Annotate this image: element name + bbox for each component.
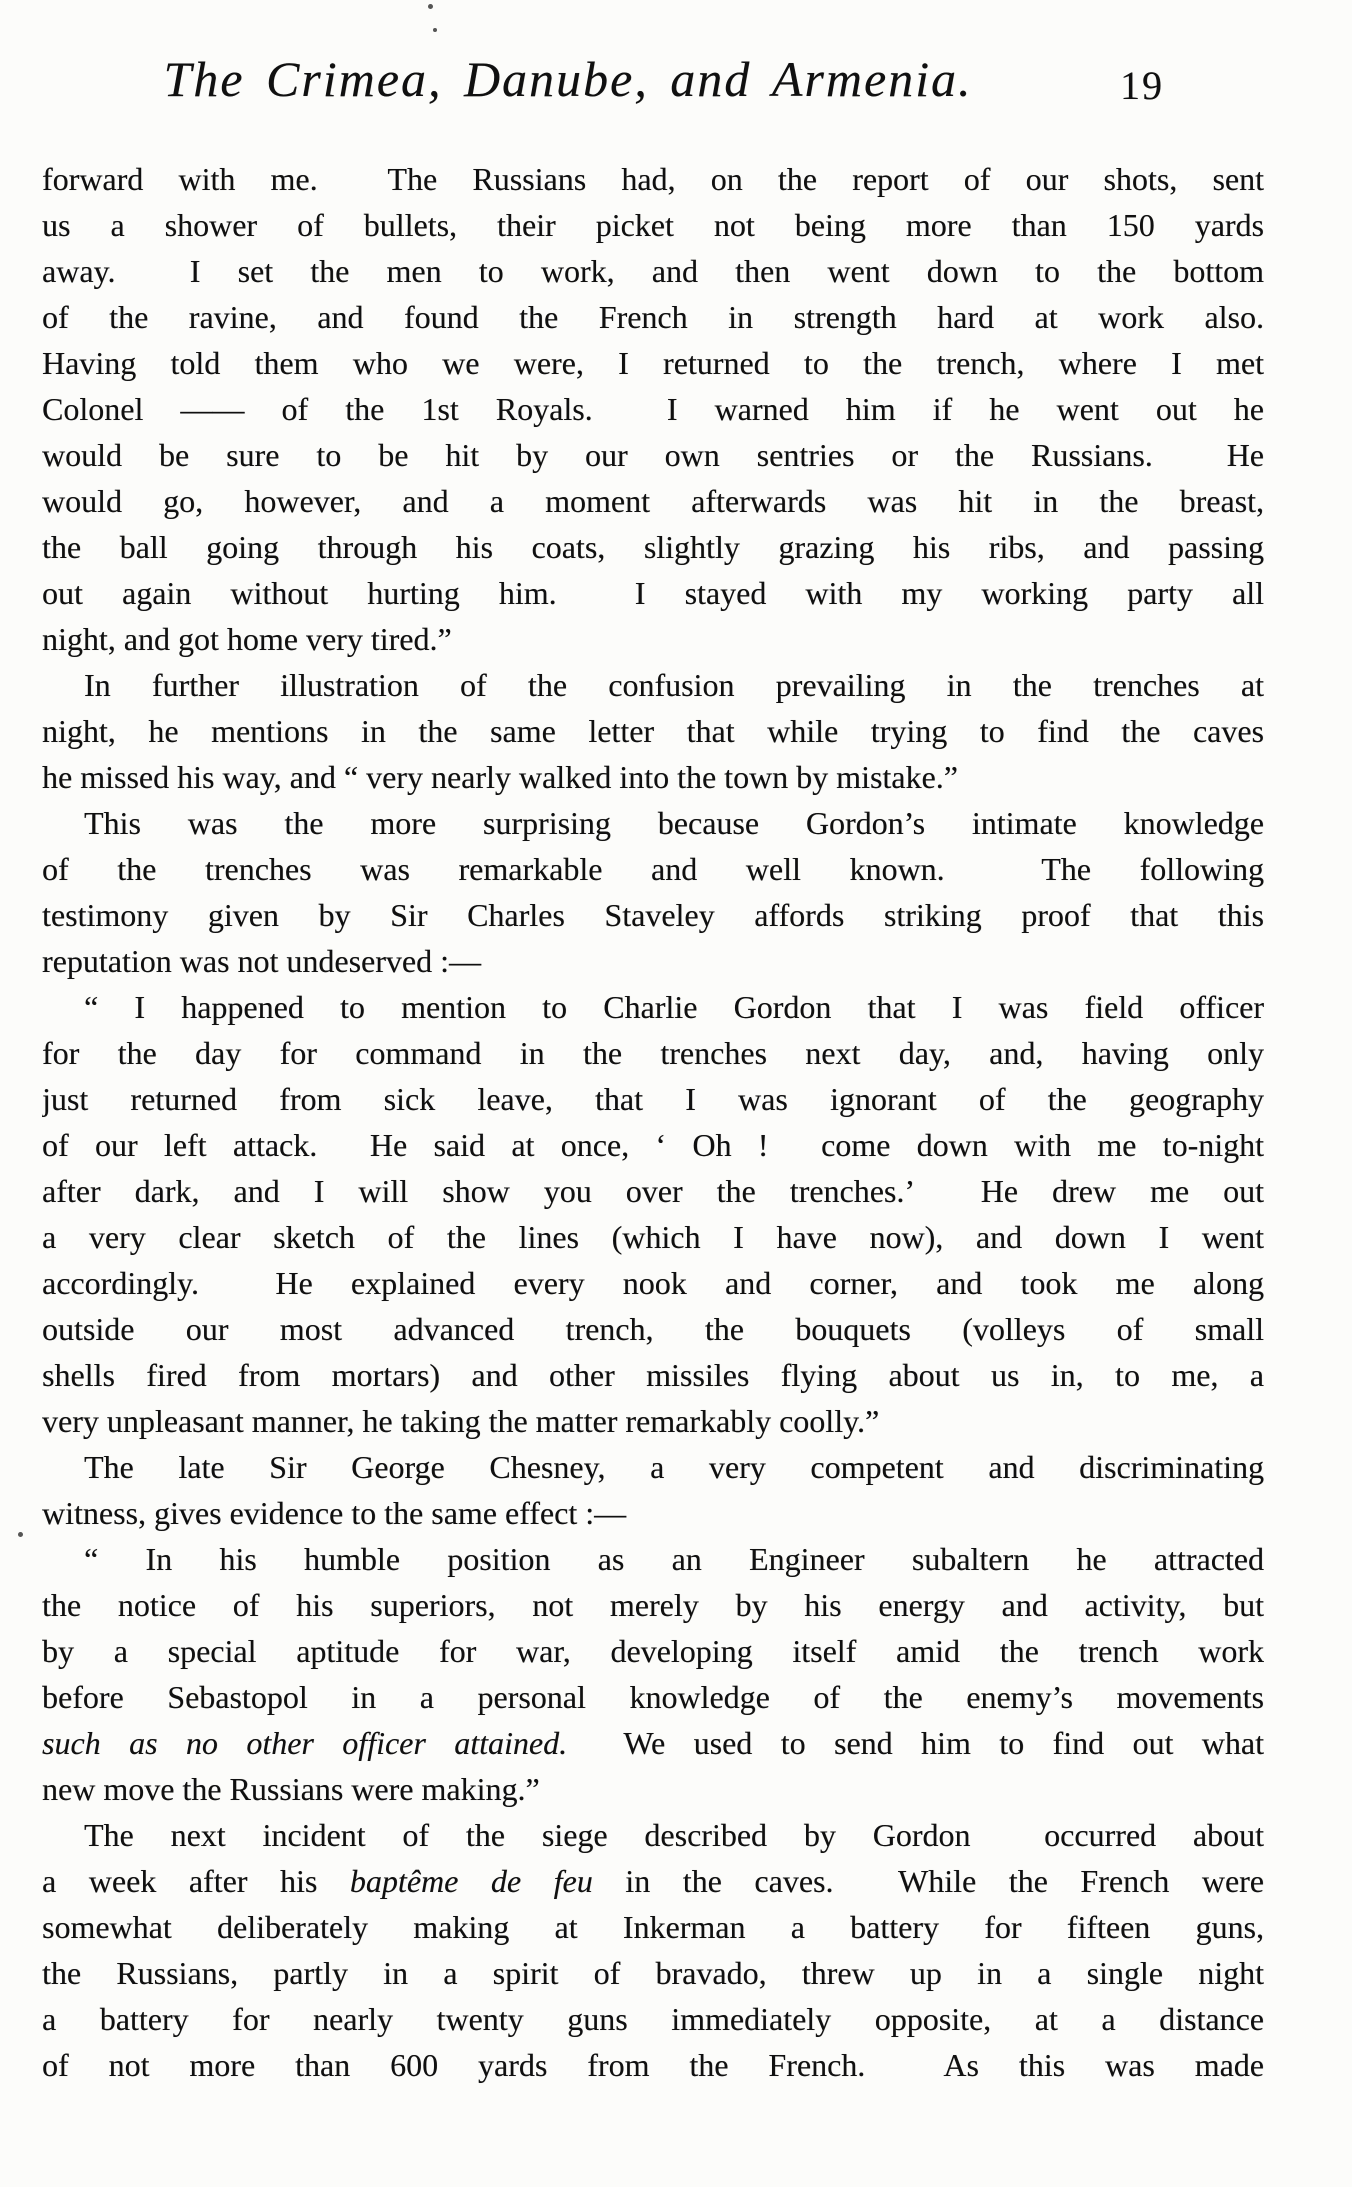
text-segment: of the trenches was remarkable and well known. The following	[42, 851, 1264, 887]
text-segment: In further illustration of the confusion prevailing in the trenches at	[84, 667, 1264, 703]
text-segment: away. I set the men to work, and then went down to the bottom	[42, 253, 1264, 289]
text-line	[42, 708, 1264, 754]
text-segment: by a special aptitude for war, developing itself amid the trench work	[42, 1633, 1264, 1669]
paragraph	[42, 984, 1264, 1444]
text-segment: out again without hurting him. I stayed with my working party all	[42, 575, 1264, 611]
paragraph	[42, 662, 1264, 800]
scan-speck	[433, 28, 437, 32]
text-segment: after dark, and I will show you over the trenches.’ He drew me out	[42, 1173, 1264, 1209]
text-line	[42, 1812, 1264, 1858]
text-line	[42, 340, 1264, 386]
text-segment: night, he mentions in the same letter that while trying to find the caves	[42, 713, 1264, 749]
text-line	[42, 248, 1264, 294]
text-segment: forward with me. The Russians had, on the report of our shots, sent	[42, 161, 1264, 197]
text-segment: in the caves. While the French were	[592, 1863, 1264, 1899]
text-segment: The late Sir George Chesney, a very competent and discriminating	[84, 1449, 1264, 1485]
page-header	[42, 50, 1264, 130]
text-line	[42, 1306, 1264, 1352]
text-segment: of not more than 600 yards from the French. As this was made	[42, 2047, 1264, 2083]
text-line	[42, 846, 1264, 892]
text-segment: before Sebastopol in a personal knowledge of the enemy’s movements	[42, 1679, 1264, 1715]
text-segment: somewhat deliberately making at Inkerman a battery for fifteen guns,	[42, 1909, 1264, 1945]
page-text-block	[42, 156, 1264, 2088]
scan-speck	[18, 1532, 23, 1537]
text-line	[42, 754, 1264, 800]
text-segment: We used to send him to find out what	[567, 1725, 1264, 1761]
text-segment: very unpleasant manner, he taking the matter remarkably coolly.”	[42, 1403, 880, 1439]
text-line	[42, 1076, 1264, 1122]
text-segment: outside our most advanced trench, the bouquets (volleys of small	[42, 1311, 1264, 1347]
text-segment: “ I happened to mention to Charlie Gordon that I was field officer	[84, 989, 1264, 1025]
running-title: The Crimea, Danube, and Armenia.	[163, 51, 973, 107]
paragraph	[42, 800, 1264, 984]
text-segment: shells fired from mortars) and other missiles flying about us in, to me, a	[42, 1357, 1264, 1393]
text-segment: witness, gives evidence to the same effect :—	[42, 1495, 627, 1531]
text-line	[42, 2042, 1264, 2088]
page-number: 19	[1120, 63, 1164, 108]
text-segment: just returned from sick leave, that I was ignorant of the geography	[42, 1081, 1264, 1117]
text-segment: “ In his humble position as an Engineer subaltern he attracted	[84, 1541, 1264, 1577]
text-line	[42, 1996, 1264, 2042]
text-segment: night, and got home very tired.”	[42, 621, 452, 657]
text-segment: The next incident of the siege described by Gordon occurred about	[84, 1817, 1264, 1853]
text-line	[42, 616, 1264, 662]
text-segment: would be sure to be hit by our own sentries or the Russians. He	[42, 437, 1264, 473]
text-line	[42, 1444, 1264, 1490]
text-segment: would go, however, and a moment afterwards was hit in the breast,	[42, 483, 1264, 519]
text-line	[42, 1766, 1264, 1812]
text-segment: for the day for command in the trenches next day, and, having only	[42, 1035, 1264, 1071]
text-line	[42, 1950, 1264, 1996]
text-line	[42, 892, 1264, 938]
text-segment: Colonel —— of the 1st Royals. I warned him if he went out he	[42, 391, 1264, 427]
text-segment: testimony given by Sir Charles Staveley affords striking proof that this	[42, 897, 1264, 933]
text-line	[42, 1720, 1264, 1766]
text-line	[42, 1030, 1264, 1076]
text-line	[42, 202, 1264, 248]
text-line	[42, 1260, 1264, 1306]
text-segment: the ball going through his coats, slightly grazing his ribs, and passing	[42, 529, 1264, 565]
text-line	[42, 570, 1264, 616]
paragraph	[42, 1536, 1264, 1812]
text-segment: the Russians, partly in a spirit of bravado, threw up in a single night	[42, 1955, 1264, 1991]
text-line	[42, 432, 1264, 478]
text-segment: he missed his way, and “ very nearly walked into the town by mistake.”	[42, 759, 958, 795]
text-segment: of our left attack. He said at once, ‘ Oh ! come down with me to-night	[42, 1127, 1264, 1163]
text-line	[42, 800, 1264, 846]
text-segment: accordingly. He explained every nook and corner, and took me along	[42, 1265, 1264, 1301]
text-line	[42, 524, 1264, 570]
text-segment: Having told them who we were, I returned to the trench, where I met	[42, 345, 1264, 381]
text-segment: of the ravine, and found the French in strength hard at work also.	[42, 299, 1264, 335]
text-segment: new move the Russians were making.”	[42, 1771, 540, 1807]
text-segment: a very clear sketch of the lines (which I have now), and down I went	[42, 1219, 1264, 1255]
paragraph	[42, 156, 1264, 662]
text-line	[42, 1674, 1264, 1720]
text-segment: a week after his	[42, 1863, 350, 1899]
text-segment: a battery for nearly twenty guns immediately opposite, at a distance	[42, 2001, 1264, 2037]
text-segment: reputation was not undeserved :—	[42, 943, 481, 979]
text-line	[42, 1628, 1264, 1674]
text-line	[42, 1490, 1264, 1536]
text-line	[42, 386, 1264, 432]
text-segment: us a shower of bullets, their picket not being more than 150 yards	[42, 207, 1264, 243]
text-line	[42, 294, 1264, 340]
text-line	[42, 1536, 1264, 1582]
text-line	[42, 662, 1264, 708]
text-line	[42, 1582, 1264, 1628]
paragraph	[42, 1812, 1264, 2088]
text-line	[42, 1214, 1264, 1260]
paragraph	[42, 1444, 1264, 1536]
text-line	[42, 156, 1264, 202]
italic-text: baptême de feu	[349, 1863, 593, 1899]
text-line	[42, 478, 1264, 524]
text-line	[42, 1168, 1264, 1214]
text-line	[42, 1858, 1264, 1904]
scan-speck	[428, 4, 433, 9]
text-segment: This was the more surprising because Gordon’s intimate knowledge	[84, 805, 1264, 841]
text-line	[42, 1398, 1264, 1444]
text-segment: the notice of his superiors, not merely by his energy and activity, but	[42, 1587, 1264, 1623]
text-line	[42, 938, 1264, 984]
italic-text: such as no other officer attained.	[42, 1725, 568, 1761]
text-line	[42, 1122, 1264, 1168]
text-line	[42, 984, 1264, 1030]
text-line	[42, 1904, 1264, 1950]
text-line	[42, 1352, 1264, 1398]
